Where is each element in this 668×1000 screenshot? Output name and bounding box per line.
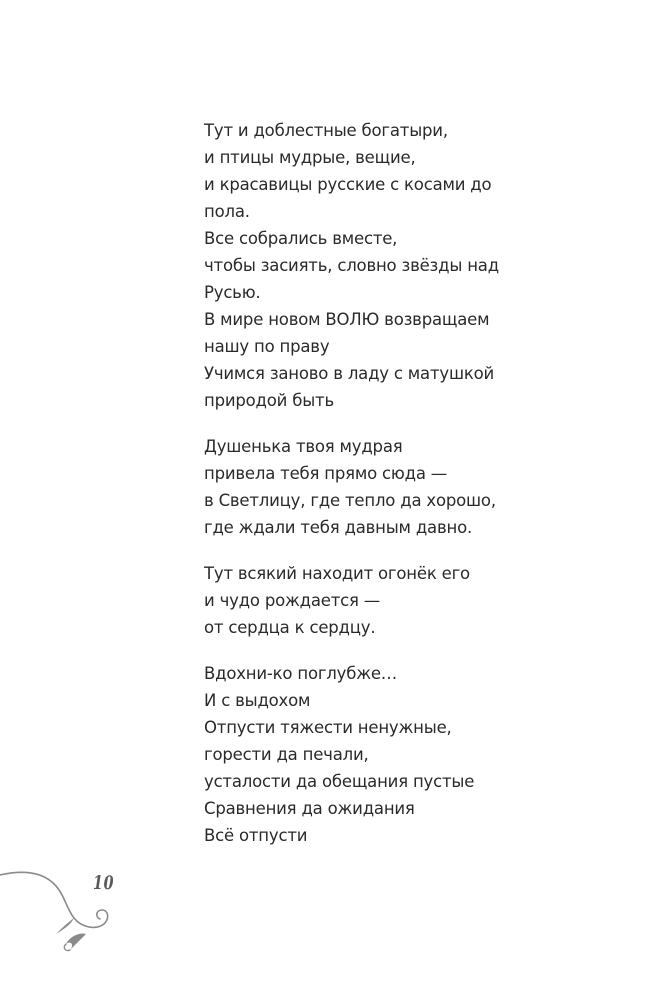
poem-line: в Светлицу, где тепло да хорошо, — [204, 491, 496, 510]
poem-line: Тут и доблестные богатыри, — [204, 121, 448, 140]
stanza-3 — [204, 560, 504, 641]
poem-text — [204, 117, 504, 868]
poem-line: Русью. — [204, 283, 261, 302]
poem-line: Вдохни-ко поглубже… — [204, 664, 398, 683]
poem-line: Все собрались вместе, — [204, 229, 398, 248]
poem-line: пола. — [204, 202, 250, 221]
poem-line: Учимся заново в ладу с матушкой — [204, 364, 495, 383]
poem-line: и птицы мудрые, вещие, — [204, 148, 416, 167]
poem-line: и красавицы русские с косами до — [204, 175, 492, 194]
poem-line: привела тебя прямо сюда — — [204, 464, 448, 483]
stanza-4 — [204, 660, 504, 849]
poem-line: Отпусти тяжести ненужные, — [204, 718, 452, 737]
poem-line: В мире новом ВОЛЮ возвращаем — [204, 310, 490, 329]
poem-line: чтобы засиять, словно звёзды над — [204, 256, 499, 275]
page-number: 10 — [93, 872, 115, 894]
poem-line: И с выдохом — [204, 691, 311, 710]
stanza-1 — [204, 117, 504, 414]
poem-line: Всё отпусти — [204, 826, 308, 845]
poem-line: горести да печали, — [204, 745, 369, 764]
poem-line: и чудо рождается — — [204, 591, 381, 610]
poem-line: усталости да обещания пустые — [204, 772, 475, 791]
poem-line: Сравнения да ожидания — [204, 799, 415, 818]
poem-line: Душенька твоя мудрая — [204, 437, 403, 456]
poem-line: где ждали тебя давным давно. — [204, 518, 473, 537]
poem-line: нашу по праву — [204, 337, 330, 356]
stanza-2 — [204, 433, 504, 541]
poem-line: от сердца к сердцу. — [204, 618, 376, 637]
poem-line: Тут всякий находит огонёк его — [204, 564, 470, 583]
poem-line: природой быть — [204, 391, 334, 410]
